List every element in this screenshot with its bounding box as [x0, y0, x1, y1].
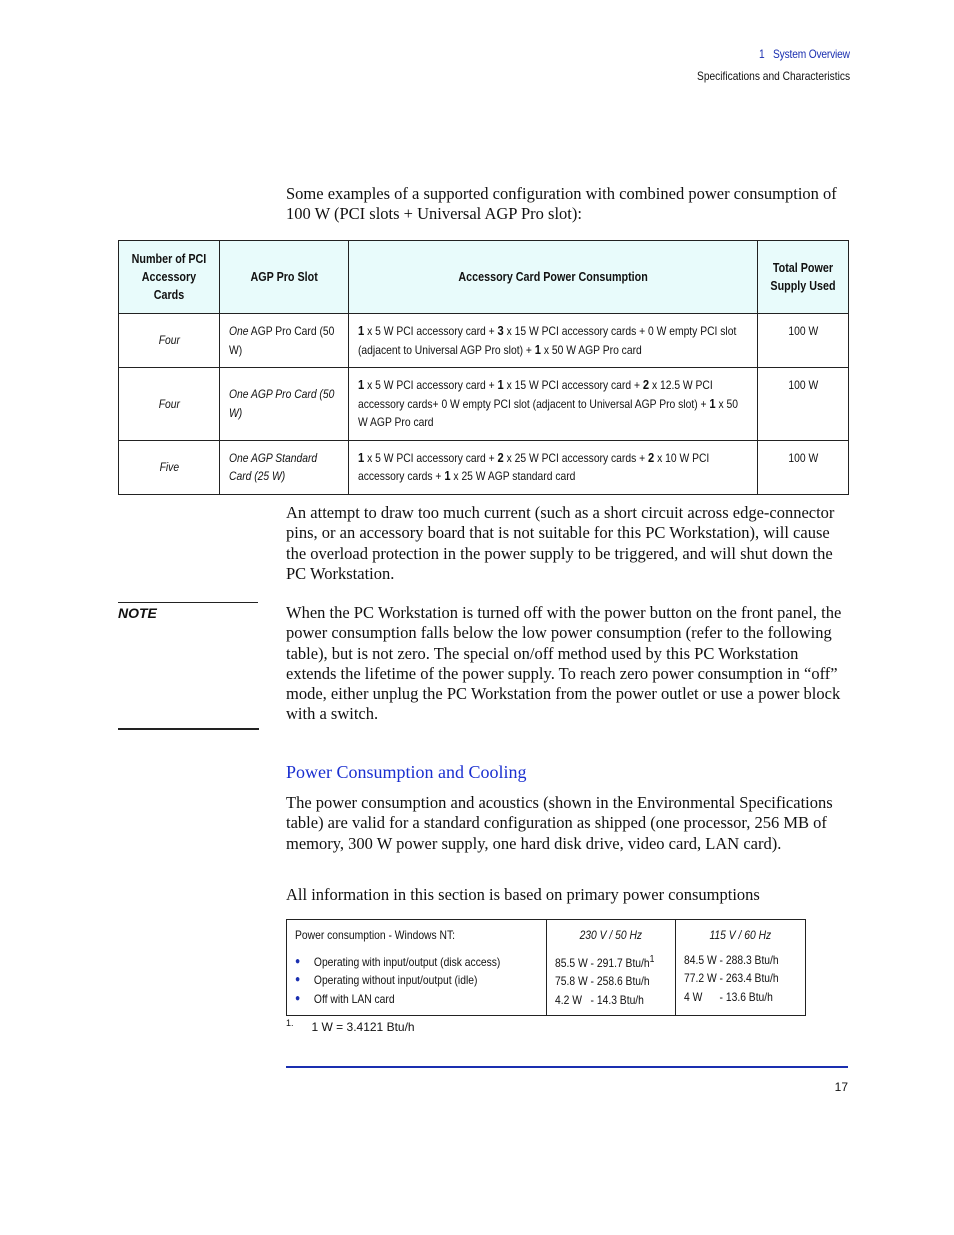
row-num-cards: Four — [119, 314, 220, 368]
power-mode-cell — [287, 920, 547, 1016]
value-230v-idle: 75.8 W - 258.6 Btu/h — [555, 974, 650, 988]
power-mode-list — [295, 953, 538, 1009]
configuration-table-header — [119, 241, 849, 314]
power-230v-cell — [547, 920, 676, 1016]
row-agp-slot: One AGP Standard Card (25 W) — [219, 440, 348, 494]
row-total-power: 100 W — [758, 440, 849, 494]
chapter-number: 1 — [759, 47, 765, 61]
list-item: ● Off with LAN card — [295, 990, 538, 1009]
power-basis-paragraph: All information in this section is based on primary power consumptions — [286, 885, 760, 904]
row-power-consumption: 1 x 5 W PCI accessory card + 1 x 15 W PCI accessory card + 2 x 12.5 W PCI accessory cards+ 0 W empty PCI slot (adjacent to Universal AGP Pro slot) + 1 x 50 W AGP Pro card — [348, 368, 757, 441]
power-consumption-table — [286, 919, 806, 1016]
row-total-power: 100 W — [758, 368, 849, 441]
row-agp-slot: One AGP Pro Card (50 W) — [219, 368, 348, 441]
row-num-cards: Five — [119, 440, 220, 494]
row-agp-slot: One AGP Pro Card (50 W) — [219, 314, 348, 368]
list-item: ● Operating with input/output (disk access) — [295, 953, 538, 972]
footnote-text: 1 W = 3.4121 Btu/h — [311, 1020, 415, 1034]
row-num-cards: Four — [119, 368, 220, 441]
page-number: 17 — [834, 1080, 848, 1094]
column-head-230v: 230 V / 50 Hz — [579, 928, 643, 942]
row-power-consumption: 1 x 5 W PCI accessory card + 2 x 25 W PCI accessory cards + 2 x 10 W PCI accessory cards + 1 x 25 W AGP standard card — [348, 440, 757, 494]
chapter-title: System Overview — [773, 47, 850, 61]
power-table-title: Power consumption - Windows NT: — [295, 928, 456, 942]
section-title: Power Consumption and Cooling — [286, 762, 527, 782]
value-230v-io: 85.5 W - 291.7 Btu/$h^1$ — [555, 953, 655, 970]
footnote-mark: 1. — [286, 1018, 294, 1028]
table-row — [119, 440, 849, 494]
header-num-cards: Number of PCI Accessory Cards — [119, 241, 220, 314]
note-text: When the PC Workstation is turned off with the power button on the front panel, the power consumption falls below the low power consumption (refer to the following table), but is not zero. The special on/off method used by this PC Workstation extends the lifetime of the power supply. To reach zero power consumption in “off” mode, either unplug the PC Workstation from the power outlet or use a power block with a switch. — [286, 603, 842, 724]
overload-paragraph: An attempt to draw too much current (such as a short circuit across edge-connector pins, or an accessory board that is not suitable for this PC Workstation), will cause the overload protection in the power supply to be triggered, and will shut down the PC Workstation. — [286, 503, 835, 583]
table-row — [119, 368, 849, 441]
power-115v-cell — [676, 920, 806, 1016]
row-power-consumption: 1 x 5 W PCI accessory card + 3 x 15 W PCI accessory cards + 0 W empty PCI slot (adjacent to Universal AGP Pro slot) + 1 x 50 W AGP Pro card — [348, 314, 757, 368]
list-item: ● Operating without input/output (idle) — [295, 971, 538, 990]
header-agp-slot: AGP Pro Slot — [219, 241, 348, 314]
footer-rule — [286, 1066, 848, 1068]
value-115v-idle: 77.2 W - 263.4 Btu/h — [684, 971, 779, 985]
running-header-section: Specifications and Characteristics — [696, 69, 850, 83]
note-label: NOTE — [118, 602, 258, 621]
value-115v-io: 84.5 W - 288.3 Btu/h — [684, 952, 779, 967]
footnote-ref: 1 — [649, 953, 655, 965]
intro-paragraph: Some examples of a supported configuration with combined power consumption of 100 W (PCI slots + Universal AGP Pro slot): — [286, 184, 837, 224]
header-power-consumption: Accessory Card Power Consumption — [348, 241, 757, 314]
table-row — [119, 314, 849, 368]
footnote — [286, 1018, 415, 1034]
value-115v-off: 4 W - 13.6 Btu/h — [684, 989, 773, 1004]
value-230v-off: 4.2 W - 14.3 Btu/h — [555, 992, 645, 1007]
row-total-power: 100 W — [758, 314, 849, 368]
note-end-rule — [118, 728, 259, 730]
power-paragraph: The power consumption and acoustics (shown in the Environmental Specifications table) are valid for a standard configuration as shipped (one processor, 256 MB of memory, 300 W power supply, one hard disk drive, video card, LAN card). — [286, 793, 833, 853]
column-head-115v: 115 V / 60 Hz — [709, 928, 772, 942]
table-row — [287, 920, 806, 1016]
header-total-power: Total Power Supply Used — [758, 241, 849, 314]
running-header-chapter — [759, 47, 850, 61]
configuration-table — [118, 240, 849, 495]
